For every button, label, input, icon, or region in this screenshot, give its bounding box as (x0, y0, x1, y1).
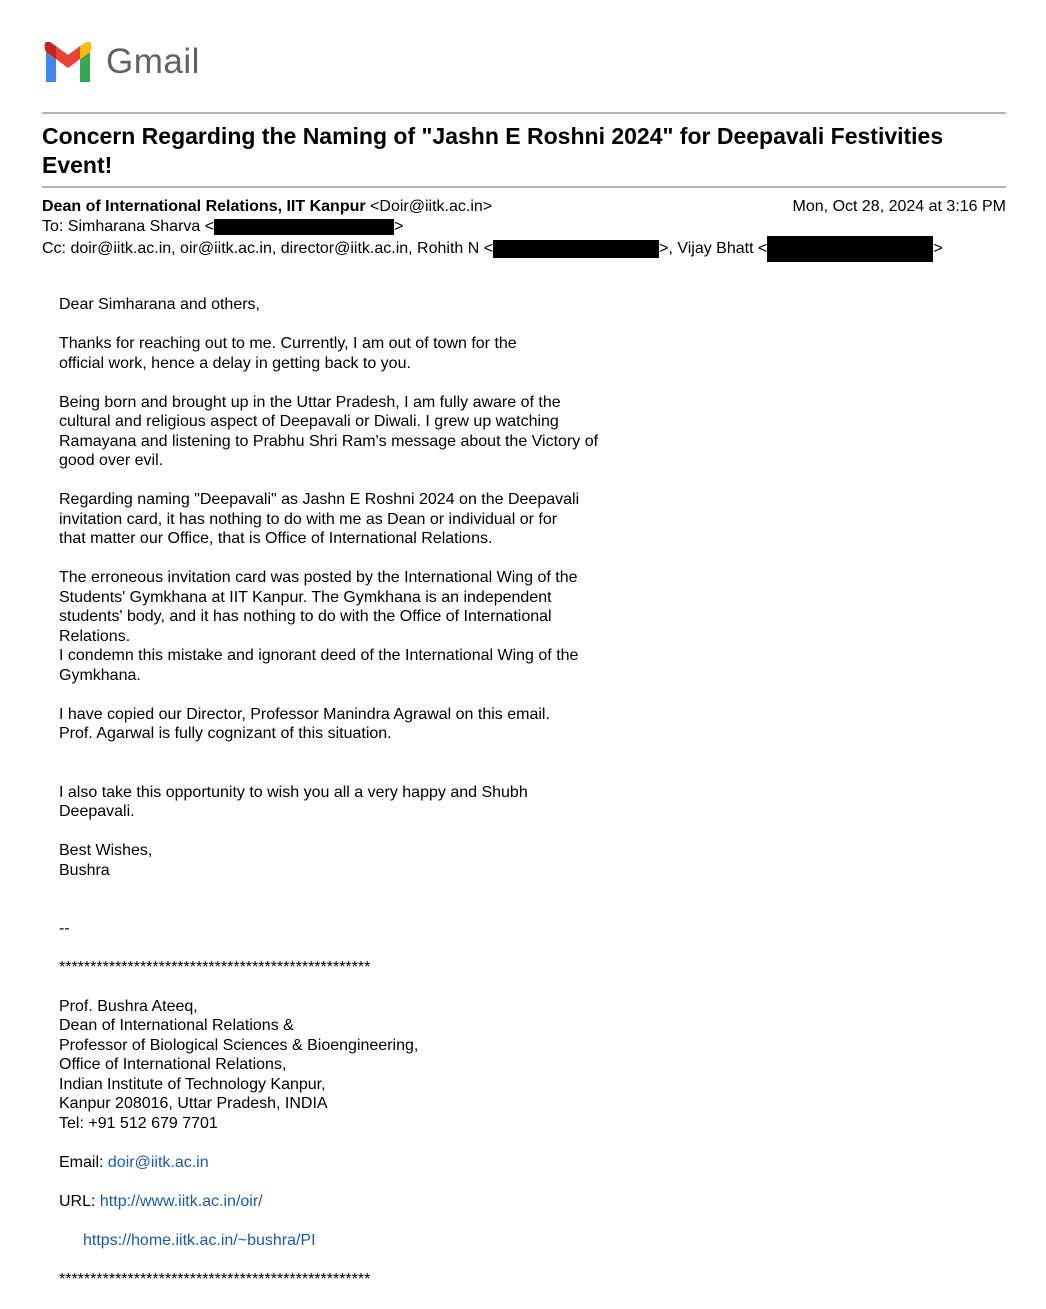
email-subject: Concern Regarding the Naming of "Jashn E Roshni 2024" for Deepavali Festivities Event! (42, 123, 944, 178)
closing: Best Wishes, Bushra (59, 842, 153, 879)
divider (42, 112, 1006, 114)
paragraph: I have copied our Director, Professor Manindra Agrawal on this email. Prof. Agarwal is fully cognizant of this situation. (59, 705, 550, 742)
paragraph: Regarding naming "Deepavali" as Jashn E Roshni 2024 on the Deepavali invitation card, it has nothing to do with me as Dean or individual or for that matter our Office, that is Office of International Relations. (59, 491, 580, 547)
url-label: URL: (59, 1192, 100, 1210)
paragraph: Being born and brought up in the Uttar Pradesh, I am fully aware of the cultural and religious aspect of Deepavali or Diwali. I grew up watching Ramayana and listening to Prabhu Shri Ram's message about the Victory of good over evil. (59, 393, 599, 469)
greeting: Dear Simharana and others, (59, 296, 260, 313)
signature-url2-line (59, 1231, 679, 1251)
signature-stars: ************************************************** (59, 958, 371, 976)
cc-line (42, 236, 1006, 262)
from-line (42, 197, 1006, 217)
signature-url-line (59, 1192, 679, 1212)
cc-prefix: Cc: doir@iitk.ac.in, oir@iitk.ac.in, director@iitk.ac.in, Rohith N < (42, 240, 494, 258)
sender-name: Dean of International Relations, IIT Kanpur (42, 198, 366, 215)
to-line (42, 217, 1006, 237)
signature (59, 899, 679, 1309)
divider (42, 186, 1006, 188)
redaction-bar (214, 219, 394, 235)
email-body (59, 295, 679, 1309)
sender-email: <Doir@iitk.ac.in> (370, 198, 493, 215)
cc-mid: >, Vijay Bhatt < (659, 240, 768, 258)
email-label: Email: (59, 1153, 108, 1171)
paragraph: The erroneous invitation card was posted by the International Wing of the Students' Gymkhana at IIT Kanpur. The Gymkhana is an independent students' body, and it has nothing to do with the Office of International Relations. I condemn this mistake and ignorant deed of the International Wing of the Gymkhana. (59, 569, 579, 684)
paragraph: Thanks for reaching out to me. Currently, I am out of town for the official work, hence a delay in getting back to you. (59, 335, 517, 372)
gmail-m-icon (42, 42, 94, 82)
gmail-wordmark: Gmail (106, 42, 200, 81)
email-date: Mon, Oct 28, 2024 at 3:16 PM (792, 198, 1006, 215)
redaction-bar (493, 240, 659, 258)
paragraph: I also take this opportunity to wish you all a very happy and Shubh Deepavali. (59, 783, 528, 820)
signature-stars-bottom: ************************************************** (59, 1270, 371, 1288)
signature-email-line (59, 1153, 679, 1173)
url2-link[interactable]: https://home.iitk.ac.in/~bushra/PI (83, 1231, 316, 1249)
signature-dashes: -- (59, 919, 70, 937)
signature-lines: Prof. Bushra Ateeq, Dean of International Relations & Professor of Biological Sciences & Bioengineering, Office of International Relations, Indian Institute of Technology Kanpur, Kanpur 208016, Uttar Pradesh, INDIA Tel: +91 512 679 7701 (59, 997, 419, 1132)
url-link[interactable]: http://www.iitk.ac.in/oir/ (99, 1192, 263, 1210)
email-link[interactable]: doir@iitk.ac.in (107, 1153, 209, 1171)
redaction-bar (767, 236, 933, 262)
cc-suffix: > (933, 240, 943, 258)
gmail-logo (42, 42, 200, 82)
to-prefix: To: Simharana Sharva < (42, 218, 215, 235)
to-suffix: > (394, 218, 404, 235)
